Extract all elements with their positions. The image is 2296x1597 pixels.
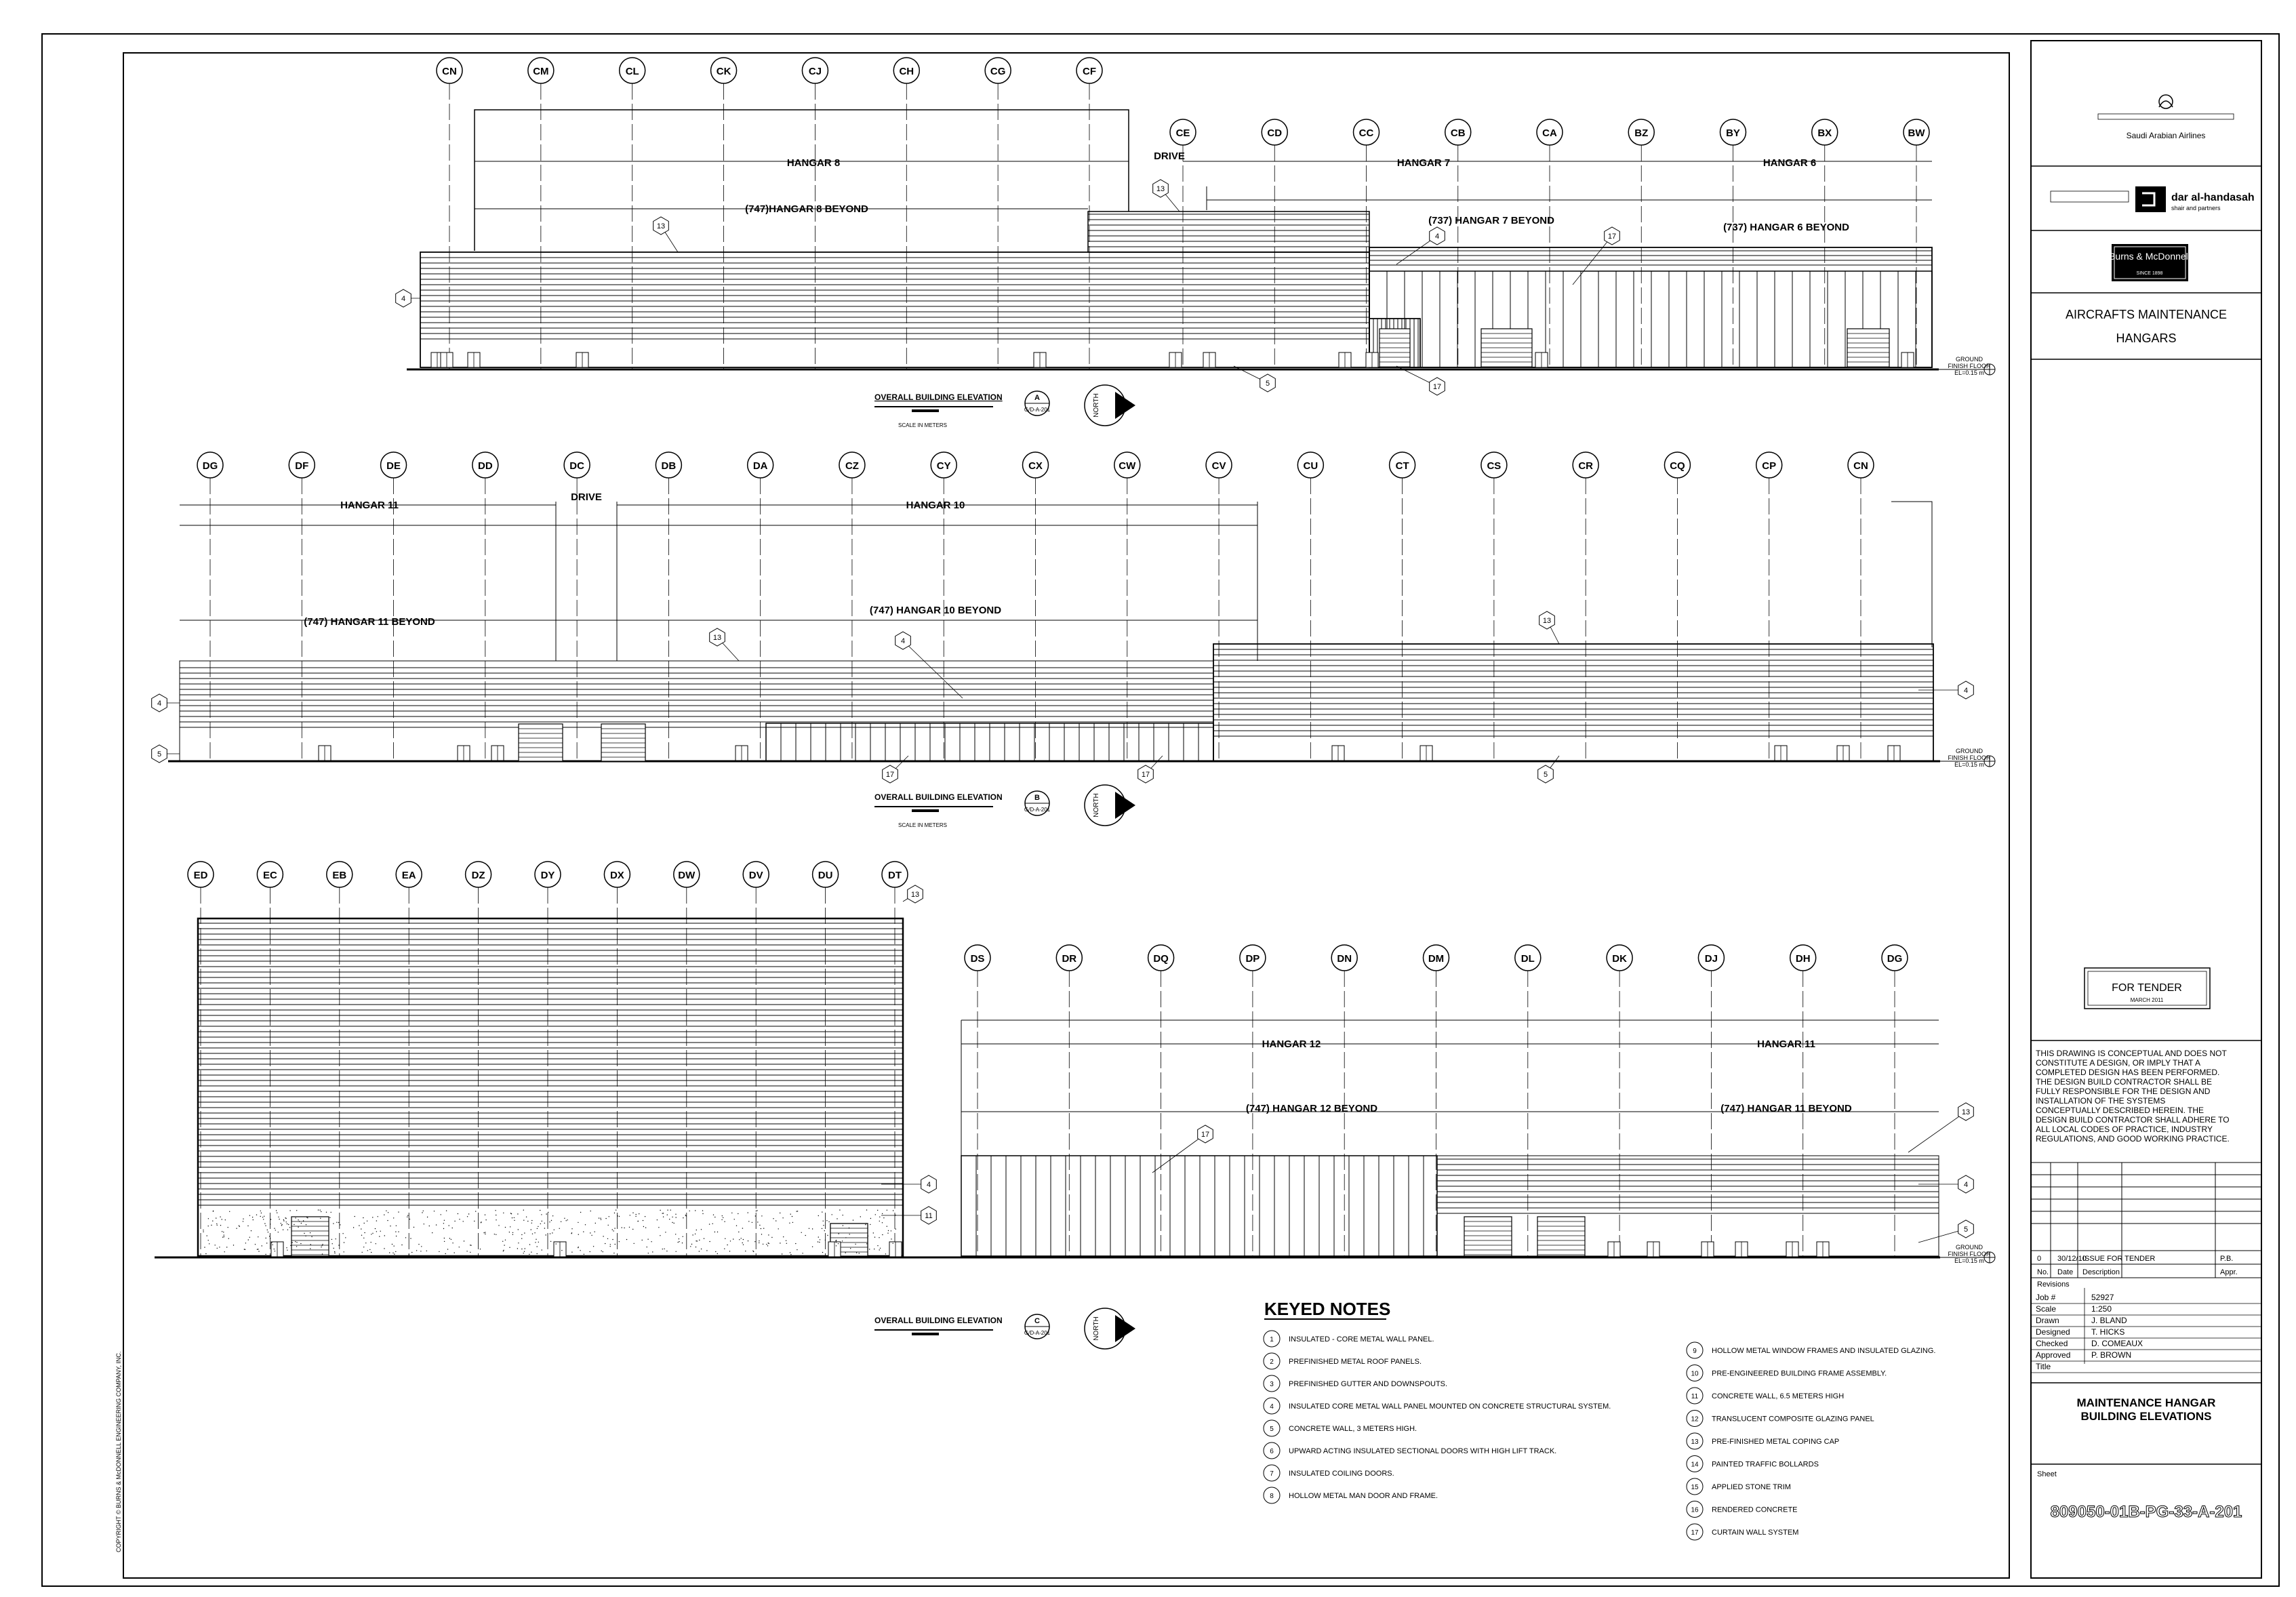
svg-text:FOR TENDER: FOR TENDER [2112, 982, 2182, 994]
ground-label-a [1948, 356, 1991, 376]
ground-label-b [1948, 748, 1991, 768]
grid-bubble-label: DN [1337, 953, 1352, 965]
svg-text:C: C [1034, 1317, 1040, 1325]
keyed-notes-title: KEYED NOTES [1264, 1299, 1391, 1319]
revision-header: No. [2037, 1268, 2049, 1276]
keynote-text: CONCRETE WALL, 3 METERS HIGH. [1289, 1425, 1417, 1433]
grid-bubble-label: CX [1028, 460, 1043, 472]
keynote-tag-label: 17 [1607, 233, 1617, 241]
grid-bubble-label: DD [477, 460, 493, 472]
grid-bubble-label: CK [716, 66, 731, 77]
grid-bubble-label: DV [748, 870, 763, 881]
svg-text:FINISH FLOOR: FINISH FLOOR [1948, 363, 1991, 369]
label-hangar11-b: HANGAR 11 [340, 500, 399, 511]
keynote-text: PRE-FINISHED METAL COPING CAP [1712, 1438, 1840, 1446]
keynote-number: 15 [1691, 1484, 1699, 1491]
label-hangar8: HANGAR 8 [786, 157, 841, 169]
grid-bubble-label: CN [1853, 460, 1868, 472]
project-title-1: AIRCRAFTS MAINTENANCE [2065, 308, 2228, 321]
keynote-text: TRANSLUCENT COMPOSITE GLAZING PANEL [1712, 1415, 1874, 1423]
svg-text:SINCE 1898: SINCE 1898 [2136, 271, 2163, 276]
keynote-number: 2 [1270, 1358, 1274, 1366]
grid-bubble-label: DG [202, 460, 218, 472]
keynote-number: 8 [1270, 1493, 1274, 1500]
revisions-table [2031, 1163, 2261, 1289]
grid-bubble-label: DK [1612, 953, 1627, 965]
label-beyond8: (747)HANGAR 8 BEYOND [745, 203, 868, 215]
keynote-tag-label: 5 [1963, 1226, 1969, 1234]
keynote-tag-label: 4 [1434, 233, 1440, 241]
svg-text:GROUND: GROUND [1956, 748, 1983, 754]
keynote-tag-label: 5 [157, 750, 162, 759]
grid-bubble-label: CG [990, 66, 1006, 77]
keynote-text: INSULATED CORE METAL WALL PANEL MOUNTED ON CONCRETE STRUCTURAL SYSTEM. [1289, 1402, 1611, 1411]
keynote-tag-label: 5 [1265, 380, 1270, 388]
grid-bubble-label: DU [818, 870, 833, 881]
svg-text:NORTH: NORTH [1093, 793, 1100, 817]
svg-text:NORTH: NORTH [1093, 393, 1100, 418]
keyed-notes [1264, 1299, 1935, 1540]
revision-cell: 0 [2037, 1255, 2042, 1263]
svg-text:G/D-A-201: G/D-A-201 [1024, 1330, 1051, 1336]
disclaimer-line: FULLY RESPONSIBLE FOR THE DESIGN AND [2036, 1087, 2211, 1096]
disclaimer-line: CONSTITUTE A DESIGN, OR IMPLY THAT A [2036, 1058, 2200, 1068]
svg-text:B: B [1034, 794, 1040, 802]
info-key: Designed [2036, 1327, 2070, 1337]
info-key: Title [2036, 1362, 2051, 1371]
grid-bubble-label: DZ [471, 870, 485, 881]
revision-header: Appr. [2220, 1268, 2238, 1276]
door-openings [203, 329, 1914, 1257]
keynote-tag-label: 13 [1542, 617, 1552, 625]
dar-name: dar al-handasah [2171, 192, 2255, 203]
keynote-tag-label: 17 [885, 771, 895, 779]
info-value: 1:250 [2091, 1304, 2112, 1314]
keynote-text: PRE-ENGINEERED BUILDING FRAME ASSEMBLY. [1712, 1369, 1887, 1378]
label-hangar10: HANGAR 10 [906, 500, 965, 511]
disclaimer-line: THIS DRAWING IS CONCEPTUAL AND DOES NOT [2036, 1049, 2227, 1058]
info-key: Job # [2036, 1293, 2056, 1302]
label-hangar11-c: HANGAR 11 [1757, 1038, 1815, 1050]
revision-cell: 30/12/10 [2057, 1255, 2087, 1263]
grid-bubble-label: DH [1795, 953, 1811, 965]
ground-label-c [1948, 1244, 1991, 1264]
svg-text:FINISH FLOOR: FINISH FLOOR [1948, 1251, 1991, 1257]
grid-bubble-label: DS [970, 953, 985, 965]
svg-text:EL=0.15 m: EL=0.15 m [1954, 1257, 1984, 1264]
grid-bubble-label: CP [1762, 460, 1777, 472]
label-hangar12: HANGAR 12 [1262, 1038, 1321, 1050]
keynote-tag-label: 5 [1543, 771, 1548, 779]
keynote-tag-label: 4 [157, 700, 162, 708]
elevation-title-a [874, 385, 1135, 428]
keynote-number: 1 [1270, 1336, 1274, 1343]
svg-text:MARCH 2011: MARCH 2011 [2130, 997, 2164, 1003]
grid-bubble-label: CM [533, 66, 549, 77]
keynote-text: PAINTED TRAFFIC BOLLARDS [1712, 1460, 1819, 1469]
keynote-text: HOLLOW METAL MAN DOOR AND FRAME. [1289, 1492, 1438, 1500]
keynote-text: PREFINISHED GUTTER AND DOWNSPOUTS. [1289, 1380, 1448, 1388]
grid-bubble-label: DG [1887, 953, 1903, 965]
keynote-text: RENDERED CONCRETE [1712, 1505, 1798, 1514]
svg-text:OVERALL BUILDING ELEVATION: OVERALL BUILDING ELEVATION [874, 392, 1003, 402]
disclaimer [2036, 1049, 2230, 1144]
keynote-tag-label: 13 [656, 222, 666, 230]
grid-bubble-label: BY [1726, 127, 1740, 139]
grid-bubble-label: DM [1428, 953, 1445, 965]
info-key: Scale [2036, 1304, 2057, 1314]
grid-bubble-label: DL [1520, 953, 1535, 965]
grid-bubble-label: DX [609, 870, 624, 881]
keynote-number: 10 [1691, 1370, 1699, 1378]
elevation-title-c [874, 1308, 1135, 1349]
dar-sub: shair and partners [2171, 205, 2221, 211]
keynote-number: 6 [1270, 1448, 1274, 1455]
svg-text:A: A [1034, 394, 1040, 402]
grid-bubble-label: DJ [1704, 953, 1718, 965]
label-beyond12: (747) HANGAR 12 BEYOND [1245, 1103, 1378, 1114]
grid-bubble-label: ED [193, 870, 208, 881]
grid-bubble-label: CT [1395, 460, 1409, 472]
info-value: J. BLAND [2091, 1316, 2127, 1325]
grid-bubble-label: CN [442, 66, 457, 77]
grid-bubble-label: CL [625, 66, 639, 77]
keynote-tag-label: 4 [401, 295, 406, 303]
sheet-title-1: MAINTENANCE HANGAR [2076, 1396, 2216, 1409]
grid-bubble-label: DW [678, 870, 696, 881]
label-beyond6: (737) HANGAR 6 BEYOND [1723, 222, 1849, 233]
svg-text:Burns & McDonnell: Burns & McDonnell [2109, 251, 2190, 262]
grid-bubble-label: CA [1542, 127, 1557, 139]
label-beyond11-b: (747) HANGAR 11 BEYOND [304, 616, 435, 628]
keynote-number: 12 [1691, 1415, 1699, 1423]
disclaimer-line: THE DESIGN BUILD CONTRACTOR SHALL BE [2036, 1077, 2213, 1087]
label-beyond7: (737) HANGAR 7 BEYOND [1428, 215, 1554, 226]
keynote-number: 13 [1691, 1438, 1699, 1446]
grid-bubble-label: CD [1267, 127, 1283, 139]
revision-cell: P.B. [2220, 1255, 2234, 1263]
sheet-title-2: BUILDING ELEVATIONS [2080, 1410, 2212, 1423]
keynote-tag-label: 17 [1432, 383, 1442, 391]
keynote-number: 3 [1270, 1381, 1274, 1388]
keynote-tag-label: 13 [910, 891, 920, 899]
svg-text:EL=0.15 m: EL=0.15 m [1954, 369, 1984, 376]
elevation-b [168, 502, 1995, 767]
grid-bubble-label: CR [1578, 460, 1594, 472]
keynote-tag-label: 17 [1141, 771, 1150, 779]
svg-text:EL=0.15 m: EL=0.15 m [1954, 761, 1984, 768]
grid-bubble-label: BW [1908, 127, 1925, 139]
keynote-tag-label: 13 [712, 634, 722, 642]
grid-bubble-label: DY [540, 870, 555, 881]
keynote-text: CURTAIN WALL SYSTEM [1712, 1529, 1799, 1537]
keynote-text: HOLLOW METAL WINDOW FRAMES AND INSULATED GLAZING. [1712, 1347, 1936, 1355]
grid-bubble-label: CH [899, 66, 914, 77]
project-info [2031, 1288, 2261, 1373]
revision-header: Description [2082, 1268, 2120, 1276]
elevation-c [155, 918, 1995, 1263]
saudia-logo [2098, 95, 2234, 119]
info-key: Checked [2036, 1339, 2068, 1348]
info-key: Approved [2036, 1350, 2071, 1360]
keynote-tag-label: 11 [925, 1212, 933, 1220]
info-key: Drawn [2036, 1316, 2059, 1325]
info-value: 52927 [2091, 1293, 2114, 1302]
label-drive-b: DRIVE [571, 491, 602, 503]
client-name: Saudi Arabian Airlines [2126, 131, 2206, 140]
grid-bubble-label: CF [1083, 66, 1096, 77]
keynote-number: 9 [1693, 1348, 1697, 1355]
keynote-tag-label: 4 [1963, 1181, 1969, 1189]
info-value: D. COMEAUX [2091, 1339, 2143, 1348]
grid-bubble-label: DR [1062, 953, 1077, 965]
grid-bubble-label: CB [1450, 127, 1466, 139]
grid-bubble-label: EC [262, 870, 277, 881]
info-value: T. HICKS [2091, 1327, 2125, 1337]
svg-text:G/D-A-201: G/D-A-201 [1024, 407, 1051, 413]
keynote-number: 7 [1270, 1470, 1274, 1478]
keynote-tag-label: 4 [926, 1181, 931, 1189]
disclaimer-line: REGULATIONS, AND GOOD WORKING PRACTICE. [2036, 1134, 2230, 1144]
svg-text:OVERALL BUILDING ELEVATION: OVERALL BUILDING ELEVATION [874, 792, 1003, 802]
grid-bubble-label: CV [1211, 460, 1226, 472]
keynote-tag-label: 17 [1201, 1131, 1210, 1139]
grid-bubble-label: DE [386, 460, 401, 472]
svg-text:SCALE IN METERS: SCALE IN METERS [898, 422, 948, 428]
grid-bubble-label: BX [1817, 127, 1832, 139]
grid-bubble-label: BZ [1634, 127, 1649, 139]
grid-lines [188, 58, 1929, 1257]
keynote-text: UPWARD ACTING INSULATED SECTIONAL DOORS WITH HIGH LIFT TRACK. [1289, 1447, 1557, 1455]
outer-border [42, 34, 2279, 1586]
sheet-label: Sheet [2037, 1470, 2057, 1478]
grid-bubble-label: DF [295, 460, 309, 472]
keynote-text: PREFINISHED METAL ROOF PANELS. [1289, 1358, 1422, 1366]
svg-text:SCALE IN METERS: SCALE IN METERS [898, 822, 948, 828]
grid-bubble-label: CZ [845, 460, 859, 472]
svg-text:GROUND: GROUND [1956, 1244, 1983, 1251]
grid-bubble-label: DB [661, 460, 677, 472]
grid-bubble-label: CC [1358, 127, 1374, 139]
label-beyond11-c: (747) HANGAR 11 BEYOND [1720, 1103, 1852, 1114]
disclaimer-line: CONCEPTUALLY DESCRIBED HEREIN. THE [2036, 1106, 2204, 1115]
keynote-number: 5 [1270, 1426, 1274, 1433]
grid-bubble-label: CJ [808, 66, 822, 77]
svg-text:NORTH: NORTH [1093, 1316, 1100, 1341]
label-drive-a: DRIVE [1154, 150, 1185, 162]
keynote-number: 4 [1270, 1403, 1274, 1411]
revisions-label: Revisions [2037, 1280, 2070, 1289]
grid-bubble-label: DQ [1153, 953, 1169, 965]
sheet-number: 809050-01B-PG-33-A-201 [2050, 1503, 2242, 1521]
dar-logo [2051, 186, 2166, 212]
keynote-text: INSULATED COILING DOORS. [1289, 1470, 1394, 1478]
svg-text:FINISH FLOOR: FINISH FLOOR [1948, 754, 1991, 761]
disclaimer-line: DESIGN BUILD CONTRACTOR SHALL ADHERE TO [2036, 1115, 2230, 1125]
info-value: P. BROWN [2091, 1350, 2132, 1360]
grid-bubble-label: CU [1303, 460, 1318, 472]
keynote-number: 17 [1691, 1529, 1699, 1537]
keynote-text: CONCRETE WALL, 6.5 METERS HIGH [1712, 1392, 1845, 1400]
dimension-lines [180, 150, 1939, 1114]
grid-bubble-label: EB [332, 870, 347, 881]
label-hangar6: HANGAR 6 [1763, 157, 1817, 169]
disclaimer-line: COMPLETED DESIGN HAS BEEN PERFORMED. [2036, 1068, 2220, 1077]
grid-bubble-label: DT [888, 870, 902, 881]
grid-bubble-label: CQ [1670, 460, 1685, 472]
grid-bubble-label: CY [936, 460, 951, 472]
svg-text:OVERALL BUILDING ELEVATION: OVERALL BUILDING ELEVATION [874, 1316, 1003, 1325]
keynote-tag-label: 4 [900, 637, 906, 645]
copyright-text: COPYRIGHT © BURNS & McDONNELL ENGINEERING COMPANY, INC. [115, 1351, 122, 1552]
keynote-number: 11 [1691, 1393, 1699, 1400]
revision-cell: ISSUE FOR TENDER [2082, 1255, 2156, 1263]
keynote-text: INSULATED - CORE METAL WALL PANEL. [1289, 1335, 1434, 1343]
keynote-tag-label: 13 [1961, 1108, 1971, 1116]
keynote-number: 16 [1691, 1506, 1699, 1514]
svg-text:GROUND: GROUND [1956, 356, 1983, 363]
grid-bubble-label: DP [1245, 953, 1260, 965]
project-title-2: HANGARS [2116, 331, 2177, 345]
keynote-text: APPLIED STONE TRIM [1712, 1483, 1791, 1491]
label-beyond10: (747) HANGAR 10 BEYOND [869, 605, 1002, 616]
grid-bubble-label: DC [569, 460, 584, 472]
disclaimer-line: INSTALLATION OF THE SYSTEMS [2036, 1096, 2166, 1106]
label-hangar7: HANGAR 7 [1396, 157, 1451, 169]
disclaimer-line: ALL LOCAL CODES OF PRACTICE, INDUSTRY [2036, 1125, 2213, 1134]
keynote-tag-label: 13 [1156, 185, 1165, 193]
keynote-tag-label: 4 [1963, 687, 1969, 695]
grid-bubble-label: DA [752, 460, 768, 472]
title-block [2031, 95, 2261, 1521]
grid-bubble-label: CW [1119, 460, 1136, 472]
keynote-number: 14 [1691, 1461, 1699, 1469]
grid-bubble-label: CE [1175, 127, 1190, 139]
elevation-title-b [874, 785, 1135, 828]
grid-bubble-label: CS [1487, 460, 1502, 472]
svg-text:G/D-A-201: G/D-A-201 [1024, 807, 1051, 813]
grid-bubble-label: EA [401, 870, 416, 881]
revision-header: Date [2057, 1268, 2074, 1276]
